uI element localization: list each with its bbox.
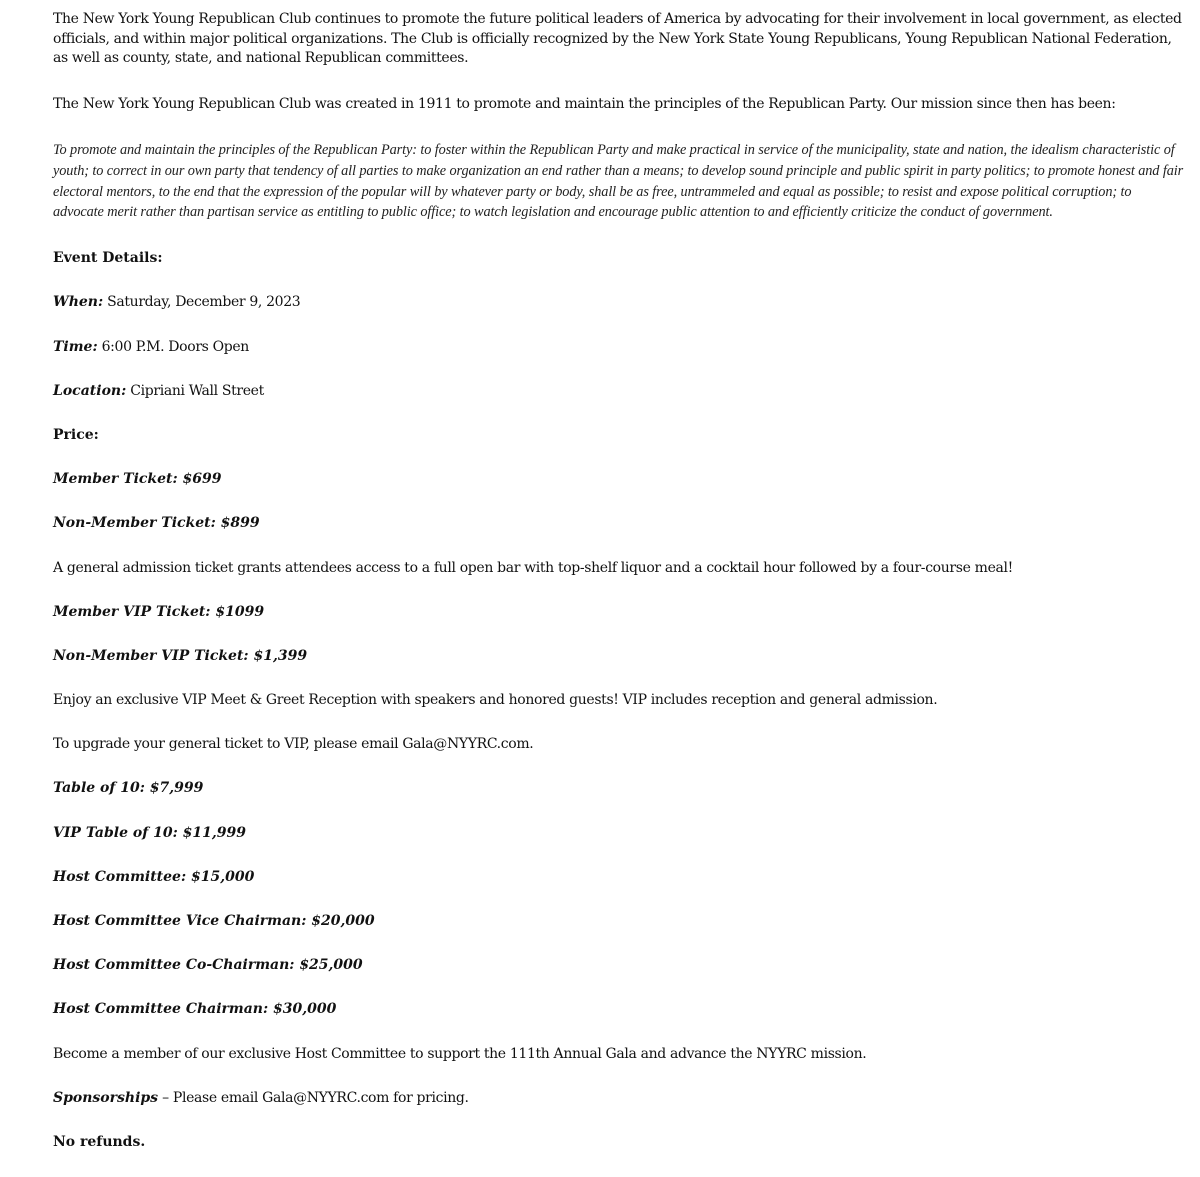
general-admission-desc-row xyxy=(53,559,1185,603)
host-committee-price: Host Committee: $15,000 xyxy=(53,868,255,885)
location-value: Cipriani Wall Street xyxy=(130,382,264,399)
price-heading-row xyxy=(53,426,1185,470)
host-chairman-row xyxy=(53,1000,1185,1044)
member-ticket-row xyxy=(53,470,1185,514)
sponsorships-label: Sponsorships xyxy=(53,1089,159,1106)
vip-desc-row xyxy=(53,691,1185,735)
history-paragraph: The New York Young Republican Club was created in 1911 to promote and maintain the principles of the Republican Party. Our mission since then has been: xyxy=(53,95,1116,112)
event-page-content xyxy=(53,10,1185,1177)
mission-quote: To promote and maintain the principles of the Republican Party: to foster within the Republican Party and make practical in service of the municipality, state and nation, the idealism characteristic of youth; to correct in our own party that tendency of all parties to make organization an end rather than a means; to develop sound principle and public spirit in party politics; to promote honest and fair electoral mentors, to the end that the expression of the popular will by whatever party or body, shall be as free, untrammeled and equal as possible; to resist and expose political corruption; to advocate merit rather than partisan service as entitling to public office; to watch legislation and encourage public attention to and efficiently criticize the conduct of government. xyxy=(53,142,1184,221)
member-vip-row xyxy=(53,603,1185,647)
host-vice-chairman-price: Host Committee Vice Chairman: $20,000 xyxy=(53,913,375,929)
no-refunds-row xyxy=(53,1133,1185,1177)
vip-description: Enjoy an exclusive VIP Meet & Greet Reception with speakers and honored guests! VIP includes reception and general admission. xyxy=(53,692,938,709)
intro-paragraph: The New York Young Republican Club continues to promote the future political leaders of America by advocating for their involvement in local government, as elected officials, and within major political organizations. The Club is officially recognized by the New York State Young Republicans, Young Republican National Federation, as well as county, state, and national Republican committees. xyxy=(53,11,1182,66)
sponsorships-row xyxy=(53,1089,1185,1133)
member-ticket-price: Member Ticket: $699 xyxy=(53,471,222,488)
upgrade-note: To upgrade your general ticket to VIP, please email Gala@NYYRC.com. xyxy=(53,736,534,753)
when-row xyxy=(53,293,1185,337)
sponsorships-text: – Please email Gala@NYYRC.com for pricing. xyxy=(158,1089,469,1106)
vip-table-of-10-price: VIP Table of 10: $11,999 xyxy=(53,824,246,841)
no-refunds-notice: No refunds. xyxy=(53,1133,146,1150)
event-details-heading-row xyxy=(53,249,1185,293)
vip-table-of-10-row xyxy=(53,824,1185,868)
member-vip-ticket-price: Member VIP Ticket: $1099 xyxy=(53,603,265,620)
time-value: 6:00 P.M. Doors Open xyxy=(101,338,249,355)
table-of-10-price: Table of 10: $7,999 xyxy=(53,780,204,797)
nonmember-vip-ticket-price: Non-Member VIP Ticket: $1,399 xyxy=(53,647,308,664)
price-heading: Price: xyxy=(53,426,99,443)
when-label: When: xyxy=(53,294,104,311)
table-of-10-row xyxy=(53,779,1185,823)
nonmember-vip-row xyxy=(53,647,1185,691)
nonmember-ticket-row xyxy=(53,514,1185,558)
host-chairman-price: Host Committee Chairman: $30,000 xyxy=(53,1001,337,1018)
time-label: Time: xyxy=(53,338,98,355)
host-vice-chairman-row xyxy=(53,912,1185,956)
host-desc-row xyxy=(53,1045,1185,1089)
host-co-chairman-price: Host Committee Co-Chairman: $25,000 xyxy=(53,957,363,974)
host-co-chairman-row xyxy=(53,956,1185,1000)
general-admission-description: A general admission ticket grants attendees access to a full open bar with top-shelf liquor and a cocktail hour followed by a four-course meal! xyxy=(53,559,1013,576)
nonmember-ticket-price: Non-Member Ticket: $899 xyxy=(53,515,260,532)
host-committee-description: Become a member of our exclusive Host Committee to support the 111th Annual Gala and advance the NYYRC mission. xyxy=(53,1045,867,1062)
host-committee-row xyxy=(53,868,1185,912)
upgrade-note-row xyxy=(53,735,1185,779)
time-row xyxy=(53,338,1185,382)
location-label: Location: xyxy=(53,382,127,399)
location-row xyxy=(53,382,1185,426)
when-value: Saturday, December 9, 2023 xyxy=(107,294,301,311)
event-details-heading: Event Details: xyxy=(53,250,163,267)
